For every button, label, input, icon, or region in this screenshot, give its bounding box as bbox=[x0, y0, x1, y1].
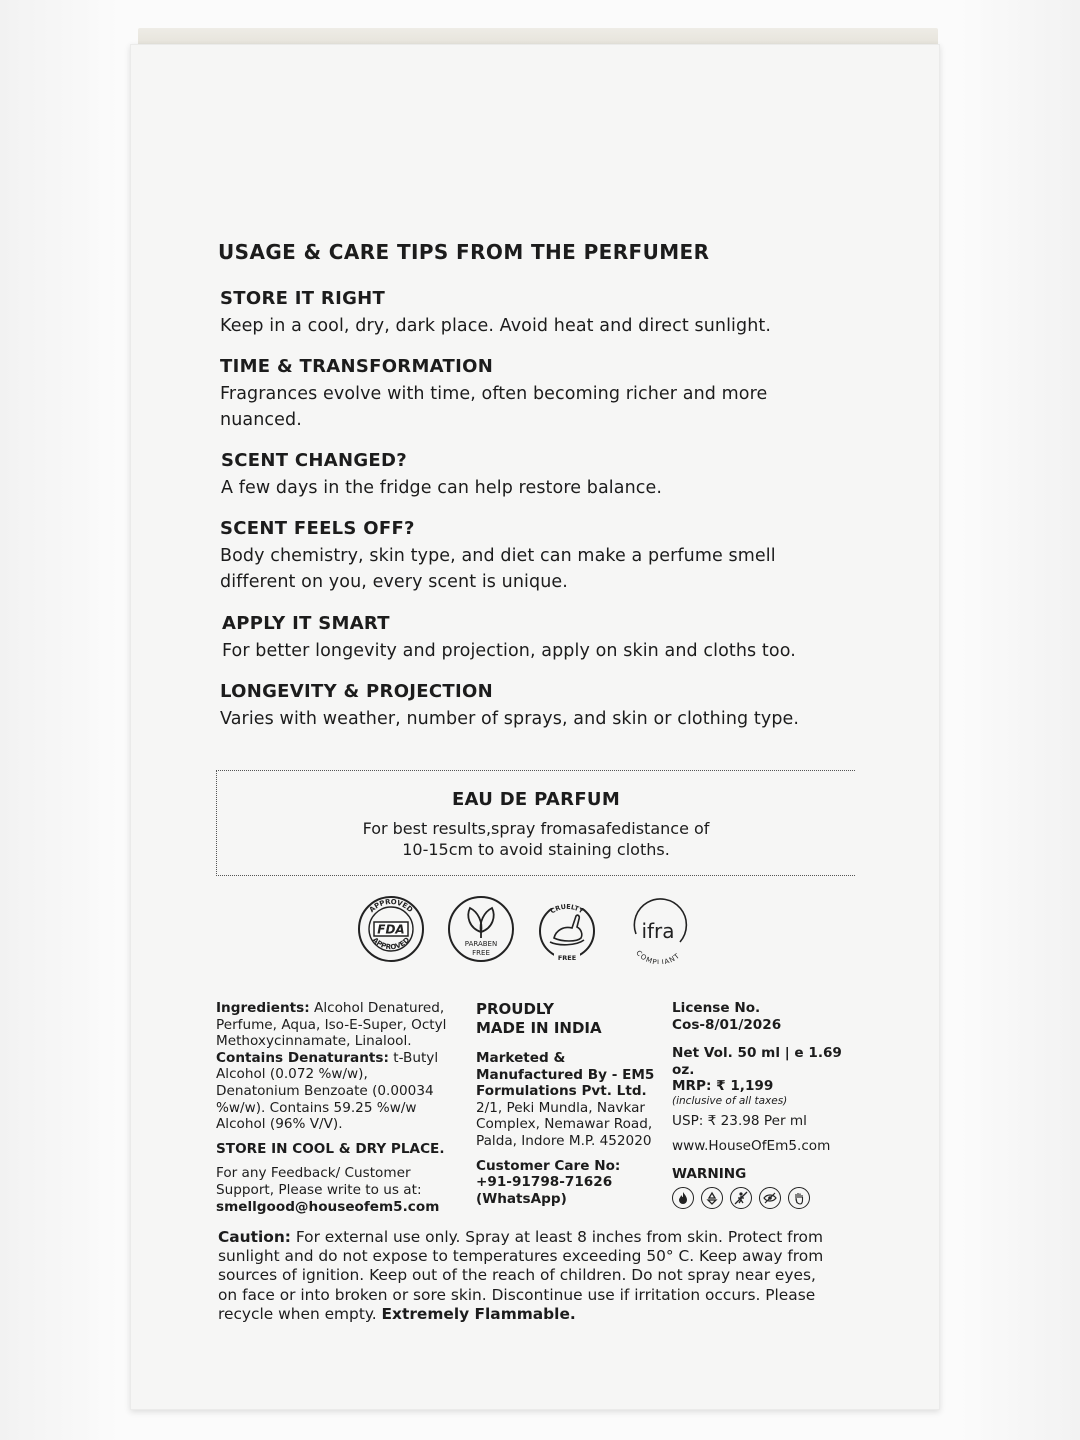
tip-title: LONGEVITY & PROJECTION bbox=[220, 681, 493, 702]
svg-text:APPROVED: APPROVED bbox=[370, 935, 412, 952]
edp-line-2: 10-15cm to avoid staining cloths. bbox=[402, 840, 670, 859]
edp-title: EAU DE PARFUM bbox=[451, 789, 621, 810]
tip-text: Fragrances evolve with time, often becoming richer and more nuanced. bbox=[220, 384, 768, 430]
edp-text bbox=[217, 818, 855, 860]
certification-badges bbox=[356, 894, 696, 974]
storage-instruction: STORE IN COOL & DRY PLACE. bbox=[216, 1140, 445, 1157]
product-box-back bbox=[130, 44, 940, 1410]
tip-title: STORE IT RIGHT bbox=[220, 288, 386, 309]
manufacturer-column bbox=[476, 1000, 666, 1207]
recycle-icon bbox=[701, 1187, 723, 1209]
caution-text: Caution: For external use only. Spray at least 8 inches from skin. Protect from sunlight and do not expose to temperatures exceeding 50° C. Keep away from sources of ignition. Keep out of the reach of children. Do not spray near eyes, on face or into broken or sore skin. Discontinue use if irritation occurs. Please recycle when empty. Extremely Flammable. bbox=[218, 1228, 824, 1323]
customer-care-note: (WhatsApp) bbox=[476, 1190, 567, 1207]
license-number: Cos-8/01/2026 bbox=[672, 1016, 782, 1033]
tip-apply bbox=[222, 613, 862, 664]
fda-approved-icon bbox=[356, 894, 426, 964]
no-children-icon bbox=[730, 1187, 752, 1209]
marketed-by: Marketed & Manufactured By - EM5 Formulations Pvt. Ltd. bbox=[476, 1050, 655, 1100]
svg-text:ifra: ifra bbox=[641, 919, 675, 943]
license-column bbox=[672, 1000, 862, 1209]
cruelty-free-rabbit-icon bbox=[532, 894, 602, 964]
tip-time bbox=[220, 356, 780, 433]
svg-text:FREE: FREE bbox=[472, 949, 490, 957]
tip-scent-off bbox=[220, 518, 830, 595]
license-label: License No. bbox=[672, 1000, 761, 1016]
website[interactable]: www.HouseOfEm5.com bbox=[672, 1137, 831, 1154]
tip-scent-changed bbox=[221, 450, 861, 501]
feedback-text: For any Feedback/ Customer Support, Please write to us at: bbox=[216, 1165, 422, 1198]
svg-text:COMPLIANT: COMPLIANT bbox=[634, 949, 682, 964]
tip-text: For better longevity and projection, apply on skin and cloths too. bbox=[222, 641, 796, 661]
manufacturer-address: 2/1, Peki Mundla, Navkar Complex, Nemawar Road, Palda, Indore M.P. 452020 bbox=[476, 1099, 653, 1149]
tip-store bbox=[220, 288, 860, 339]
svg-text:CRUELTY: CRUELTY bbox=[548, 902, 586, 916]
tip-title: TIME & TRANSFORMATION bbox=[220, 356, 494, 377]
ingredients-column bbox=[216, 1000, 448, 1215]
svg-text:APPROVED: APPROVED bbox=[367, 897, 415, 915]
svg-text:FDA: FDA bbox=[377, 922, 405, 937]
paraben-free-leaf-icon bbox=[446, 894, 516, 964]
eau-de-parfum-box bbox=[216, 770, 855, 876]
mrp-price: MRP: ₹ 1,199 bbox=[672, 1078, 774, 1095]
svg-text:PARABEN: PARABEN bbox=[464, 940, 498, 948]
made-in-india: PROUDLY MADE IN INDIA bbox=[476, 1000, 602, 1037]
unit-price: USP: ₹ 23.98 Per ml bbox=[672, 1112, 807, 1129]
tip-title: APPLY IT SMART bbox=[222, 613, 390, 634]
customer-care-label: Customer Care No: bbox=[476, 1157, 621, 1174]
ingredients-text: Ingredients: Alcohol Denatured, Perfume, Aqua, Iso-E-Super, Octyl Methoxycinnamate, Linalool. Contains Denaturants: t-Butyl Alcohol (0.072 %w/w), Denatonium Benzoate (0.00034 %w/w). Contains 59.25 %w/w Alcohol (96% V/V). bbox=[216, 1000, 447, 1133]
tax-note: (inclusive of all taxes) bbox=[672, 1094, 788, 1107]
no-eyes-icon bbox=[759, 1187, 781, 1209]
no-touch-hand-icon bbox=[788, 1187, 810, 1209]
tip-text: Body chemistry, skin type, and diet can make a perfume smell different on you, every scent is unique. bbox=[220, 546, 776, 592]
tip-text: A few days in the fridge can help restore balance. bbox=[221, 478, 663, 498]
edp-line-1: For best results,spray fromasafedistance of bbox=[362, 819, 710, 838]
warning-icons bbox=[672, 1187, 862, 1209]
net-volume: Net Vol. 50 ml | e 1.69 oz. bbox=[672, 1045, 842, 1078]
support-email[interactable]: smellgood@houseofem5.com bbox=[216, 1198, 440, 1215]
tip-longevity bbox=[220, 681, 860, 732]
flame-icon bbox=[672, 1187, 694, 1209]
tip-text: Varies with weather, number of sprays, and skin or clothing type. bbox=[220, 709, 800, 729]
tip-text: Keep in a cool, dry, dark place. Avoid heat and direct sunlight. bbox=[220, 316, 772, 336]
tip-title: SCENT CHANGED? bbox=[221, 450, 408, 471]
svg-text:FREE: FREE bbox=[557, 954, 577, 962]
warning-label: WARNING bbox=[672, 1166, 747, 1183]
ifra-compliant-icon bbox=[622, 894, 692, 964]
customer-care-phone[interactable]: +91-91798-71626 bbox=[476, 1174, 613, 1191]
usage-heading: USAGE & CARE TIPS FROM THE PERFUMER bbox=[218, 240, 710, 264]
tip-title: SCENT FEELS OFF? bbox=[220, 518, 415, 539]
